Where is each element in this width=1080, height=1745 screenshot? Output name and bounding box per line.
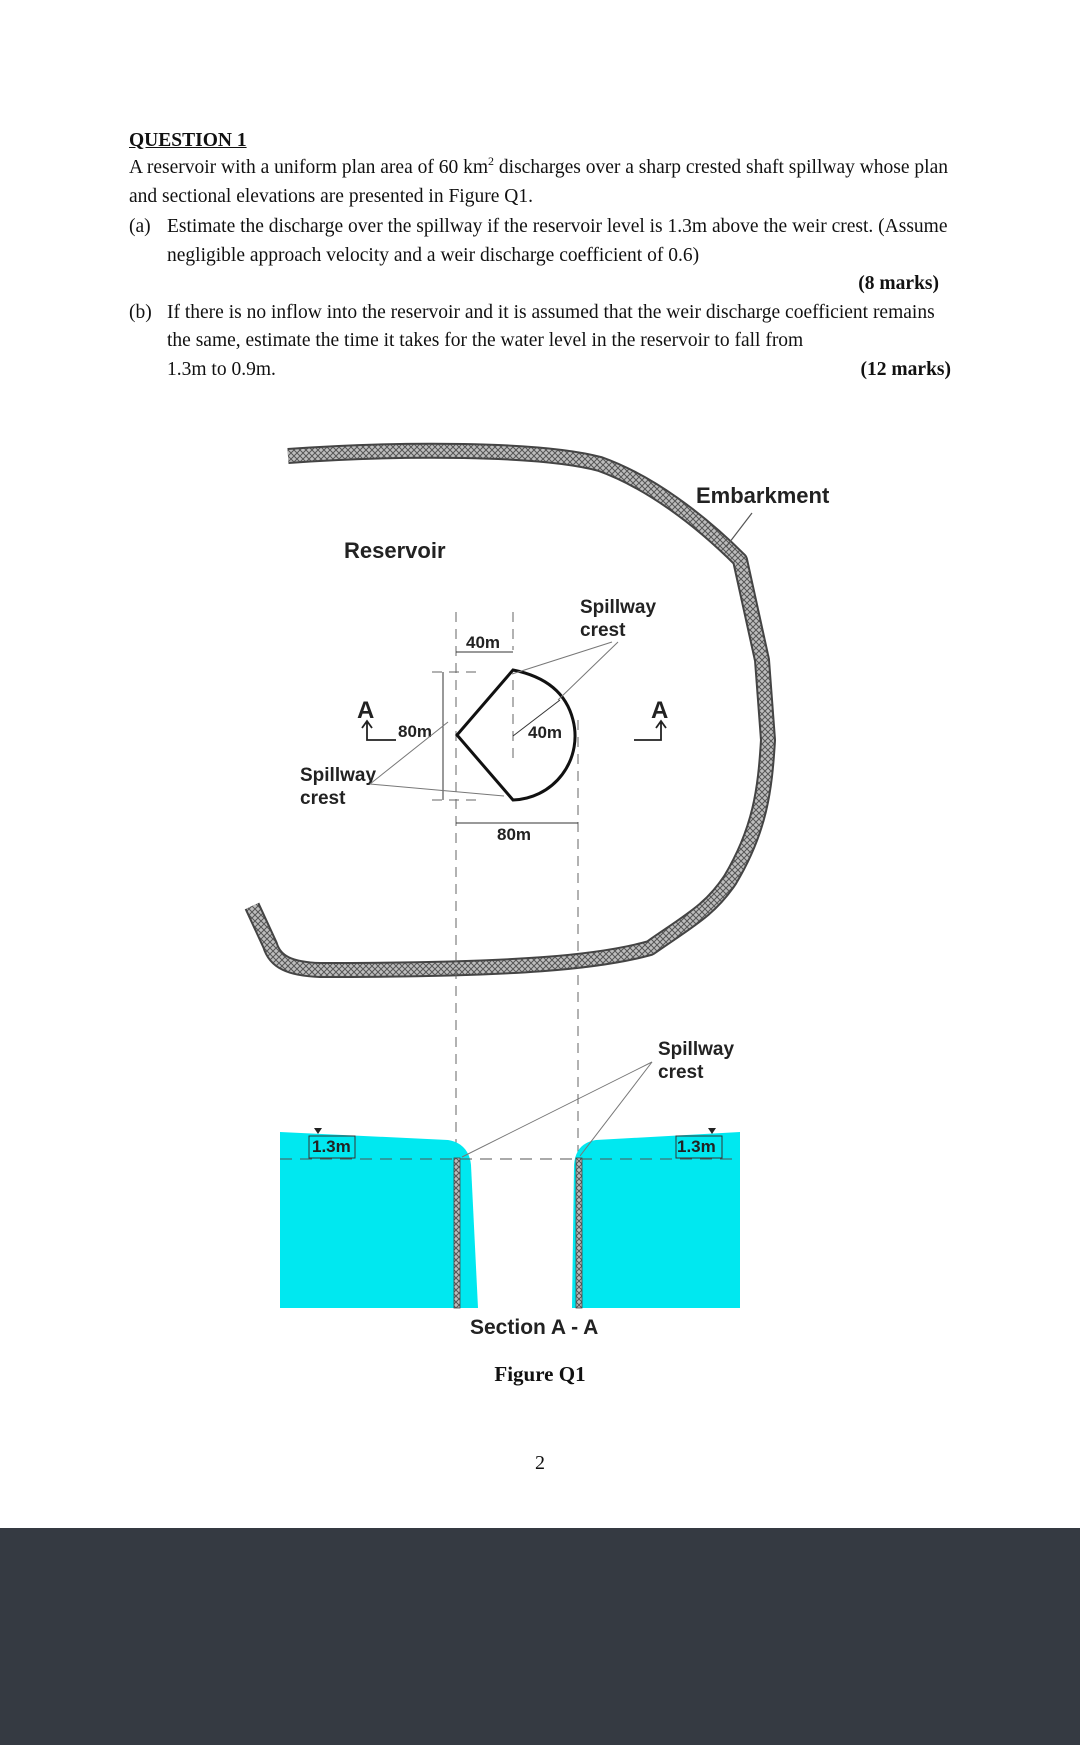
part-a-text: Estimate the discharge over the spillway if the reservoir level is 1.3m above the weir crest. (Assume negligible approach velocity and a weir discharge coefficient of 0.6) [167, 216, 948, 266]
dim-top-40m: 40m [466, 633, 501, 652]
spillway-crest-leaders-left [370, 722, 504, 796]
spillway-crest-label-section-1: Spillway [658, 1039, 735, 1060]
part-b-label: (b) [129, 301, 152, 323]
part-b-text-end: 1.3m to 0.9m. [167, 358, 276, 380]
shaft-wall-right [576, 1158, 582, 1308]
level-label-left: 1.3m [312, 1137, 351, 1156]
spillway-crest-label-left-2: crest [300, 788, 346, 809]
level-label-right: 1.3m [677, 1137, 716, 1156]
embankment-label: Embarkment [696, 483, 830, 508]
level-mark-right [708, 1128, 716, 1134]
viewer-footer-band [0, 1528, 1080, 1745]
shaft-wall-left [454, 1158, 460, 1308]
level-mark-left [314, 1128, 322, 1134]
spillway-crest-leaders-top [512, 642, 618, 700]
dim-radius-40m: 40m [528, 723, 563, 742]
dim-bottom-80m: 80m [497, 825, 532, 844]
section-caption: Section A - A [470, 1316, 599, 1339]
spillway-crest-label-left-1: Spillway [300, 765, 377, 786]
part-a-marks: (8 marks) [858, 273, 939, 294]
spillway-crest-label-top-2: crest [580, 620, 626, 641]
section-marker-right: A [651, 697, 669, 724]
part-b-text: If there is no inflow into the reservoir and it is assumed that the weir discharge coefficient remains the same, estimate the time it takes for the water level in the reservoir to fall from [167, 301, 935, 351]
section-arrow-right [634, 721, 666, 740]
reservoir-label: Reservoir [344, 538, 446, 563]
part-a-label: (a) [129, 216, 151, 237]
page-number: 2 [535, 1452, 545, 1474]
section-marker-left: A [357, 697, 375, 724]
guide-lines [432, 612, 578, 1160]
embankment-outline [252, 451, 768, 970]
embankment-fill [252, 451, 768, 970]
figure-caption: Figure Q1 [494, 1362, 586, 1386]
dim-left-80m: 80m [398, 722, 433, 741]
spillway-crest-label-section-2: crest [658, 1062, 704, 1083]
part-b-marks: (12 marks) [860, 358, 951, 380]
question-intro: A reservoir with a uniform plan area of 60 $km^2$ discharges over a sharp crested shaft spillway whose plan and sectional elevations are presented in Figure Q1. [129, 154, 948, 207]
spillway-crest-label-top-1: Spillway [580, 597, 657, 618]
embankment-leader [726, 513, 752, 547]
section-arrow-left [362, 721, 396, 740]
question-title: QUESTION 1 [129, 130, 247, 151]
